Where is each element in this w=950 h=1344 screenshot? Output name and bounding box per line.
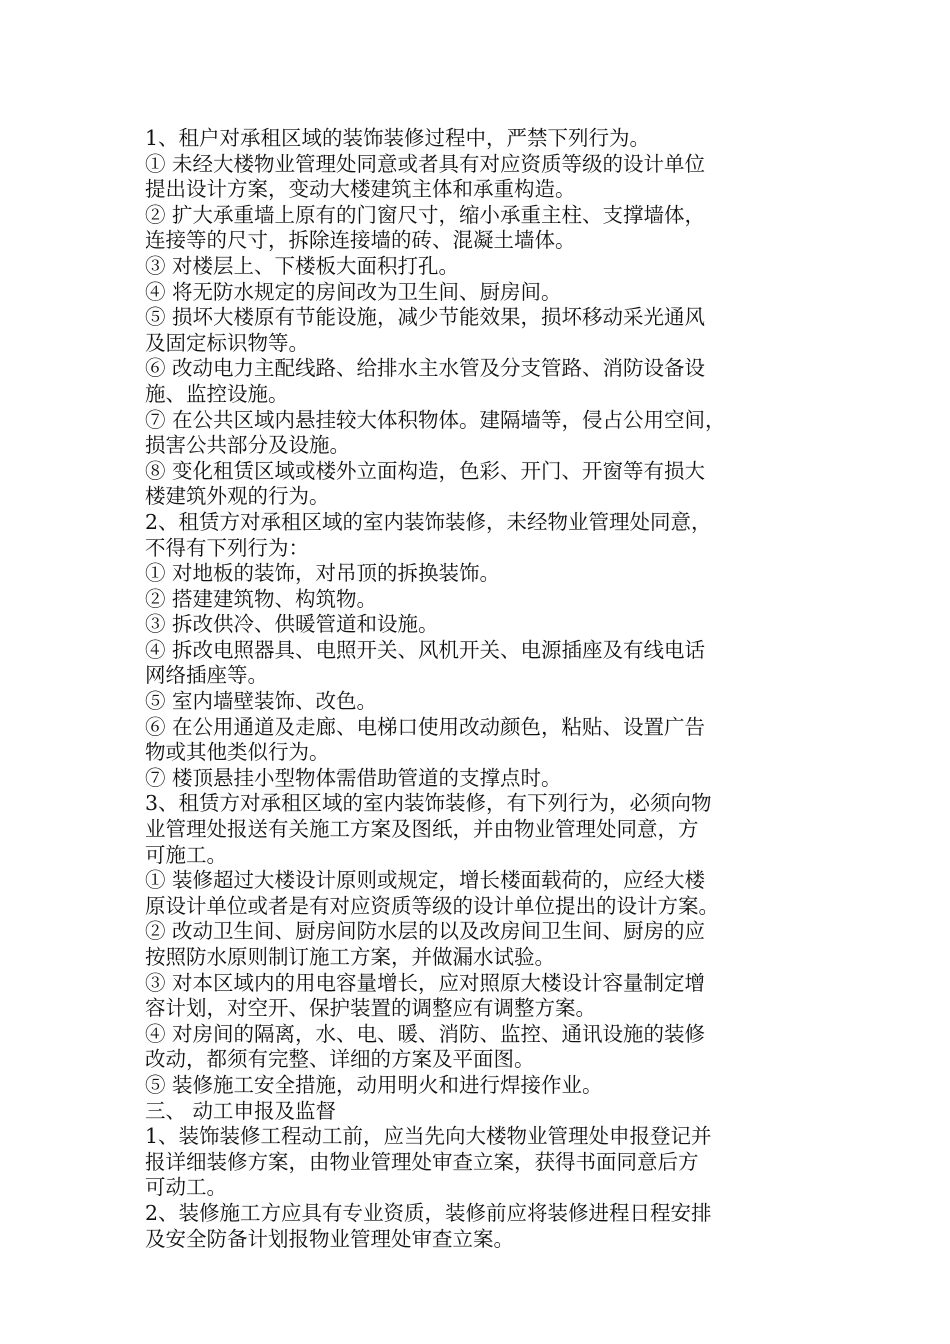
text-line: ⑤ 损坏大楼原有节能设施，减少节能效果，损坏移动采光通风 (145, 305, 706, 330)
text-line: 不得有下列行为： (145, 535, 309, 560)
text-line: ② 搭建建筑物、构筑物。 (145, 586, 378, 611)
text-line: ① 未经大楼物业管理处同意或者具有对应资质等级的设计单位 (145, 151, 706, 176)
text-line: ② 改动卫生间、厨房间防水层的以及改房间卫生间、厨房的应 (145, 919, 706, 944)
text-line: 3、租赁方对承租区域的室内装饰装修，有下列行为，必须向物 (145, 791, 712, 816)
text-line: ③ 对楼层上、下楼板大面积打孔。 (145, 253, 460, 278)
text-line: ⑧ 变化租赁区域或楼外立面构造，色彩、开门、开窗等有损大 (145, 458, 706, 483)
text-line: 损害公共部分及设施。 (145, 433, 350, 458)
text-line: ① 对地板的装饰，对吊顶的拆换装饰。 (145, 561, 501, 586)
text-line: 2、租赁方对承租区域的室内装饰装修，未经物业管理处同意， (145, 509, 712, 534)
text-line: ⑥ 改动电力主配线路、给排水主水管及分支管路、消防设备设 (145, 356, 706, 381)
text-line: 报详细装修方案，由物业管理处审查立案，获得书面同意后方 (145, 1149, 699, 1174)
text-line: 业管理处报送有关施工方案及图纸，并由物业管理处同意，方 (145, 817, 699, 842)
text-line: 物或其他类似行为。 (145, 740, 330, 765)
text-line: ② 扩大承重墙上原有的门窗尺寸，缩小承重主柱、支撑墙体， (145, 202, 706, 227)
text-line: 容计划，对空开、保护装置的调整应有调整方案。 (145, 996, 596, 1021)
text-line: 按照防水原则制订施工方案，并做漏水试验。 (145, 945, 555, 969)
text-line: ④ 对房间的隔离，水、电、暖、消防、监控、通讯设施的装修 (145, 1021, 706, 1046)
text-line: 可施工。 (145, 842, 227, 867)
text-line: 楼建筑外观的行为。 (145, 484, 330, 509)
text-line: ⑥ 在公用通道及走廊、电梯口使用改动颜色，粘贴、设置广告 (145, 714, 706, 739)
text-line: ⑦ 在公共区域内悬挂较大体积物体。建隔墙等，侵占公用空间， (145, 407, 726, 432)
text-line: 2、装修施工方应具有专业资质，装修前应将装修进程日程安排 (145, 1200, 712, 1225)
text-line: ④ 将无防水规定的房间改为卫生间、厨房间。 (145, 279, 562, 304)
text-line: 改动，都须有完整、详细的方案及平面图。 (145, 1047, 535, 1072)
text-line: 网络插座等。 (145, 663, 268, 688)
text-line: ① 装修超过大楼设计原则或规定，增长楼面载荷的，应经大楼 (145, 868, 706, 893)
text-line: 施、监控设施。 (145, 381, 289, 406)
text-line: ③ 对本区域内的用电容量增长，应对照原大楼设计容量制定增 (145, 970, 706, 995)
text-line: 及安全防备计划报物业管理处审查立案。 (145, 1226, 514, 1251)
text-line: 可动工。 (145, 1175, 227, 1200)
text-line: 三、 动工申报及监督 (145, 1098, 337, 1123)
text-line: 提出设计方案，变动大楼建筑主体和承重构造。 (145, 177, 576, 202)
text-line: ③ 拆改供冷、供暖管道和设施。 (145, 612, 439, 637)
text-line: ⑤ 装修施工安全措施，动用明火和进行焊接作业。 (145, 1072, 603, 1097)
text-line: 1、租户对承租区域的装饰装修过程中，严禁下列行为。 (145, 126, 651, 150)
text-line: ④ 拆改电照器具、电照开关、风机开关、电源插座及有线电话 (145, 637, 706, 662)
document-body (145, 126, 835, 1252)
text-line: 1、装饰装修工程动工前，应当先向大楼物业管理处申报登记并 (145, 1124, 712, 1149)
text-line: ⑤ 室内墙壁装饰、改色。 (145, 689, 378, 714)
text-line: 及固定标识物等。 (145, 330, 309, 355)
text-line: 原设计单位或者是有对应资质等级的设计单位提出的设计方案。 (145, 893, 719, 918)
text-line: 连接等的尺寸，拆除连接墙的砖、混凝土墙体。 (145, 228, 576, 253)
text-line: ⑦ 楼顶悬挂小型物体需借助管道的支撑点时。 (145, 765, 562, 790)
